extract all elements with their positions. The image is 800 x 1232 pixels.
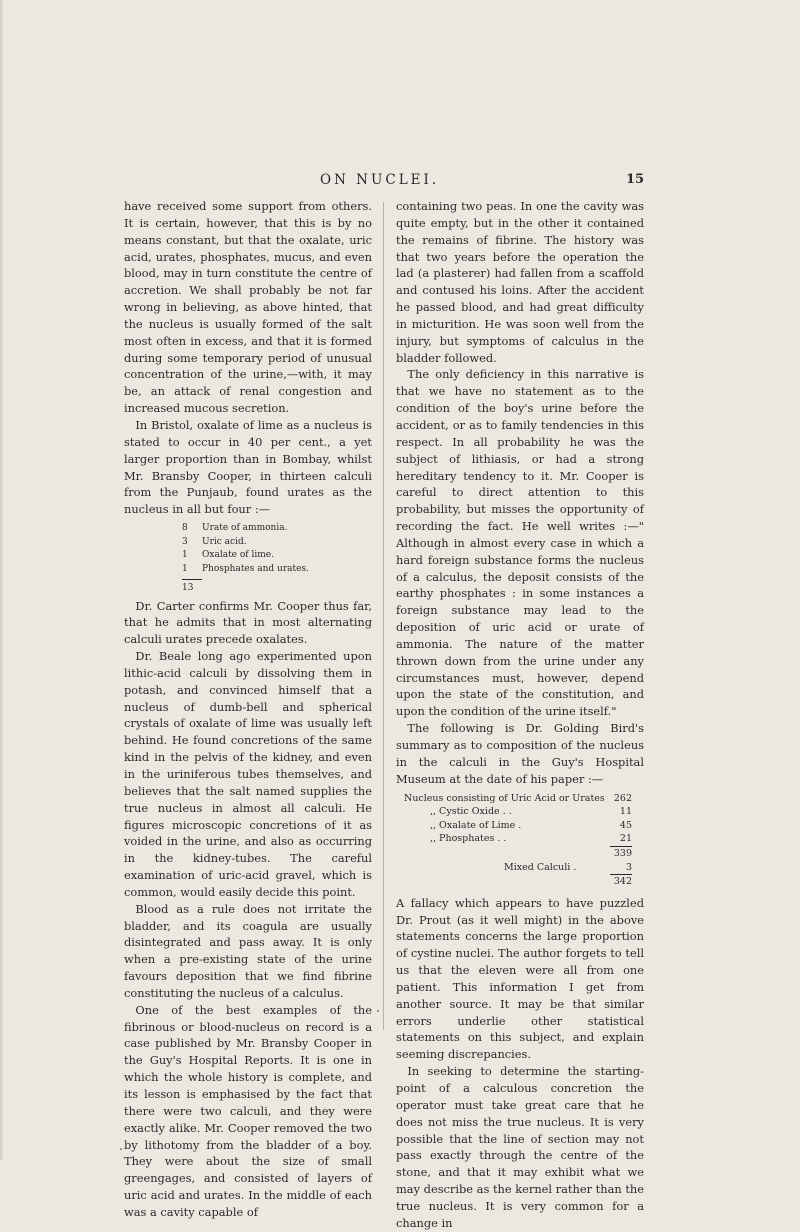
table-subtotal: 339 bbox=[404, 846, 632, 861]
paragraph: The only deficiency in this narrative is that we have no statement as to the condition of the boy's urine before the accident, or as to family tendencies in this respect. In all probability he was the subject of lithiasis, or had a strong hereditary tendency to it. Mr. Cooper is careful to direct attention to this probability, but misses the opportunity of recording the fact. He well writes :—" Although in almost every case in which a hard foreign substance forms the nucleus of a calculus, the deposit consists of the earthy phosphates : in some instances a foreign substance may lead to the deposition of uric acid or urate of ammonia. The nature of the matter thrown down from the urine under any circumstances must, however, depend upon the state of the constitution, and upon the condition of the urine itself." bbox=[396, 367, 644, 719]
table-row: Mixed Calculi . 3 bbox=[504, 861, 632, 873]
table-row: ,, Cystic Oxide . . 11 bbox=[430, 806, 632, 818]
paragraph: A fallacy which appears to have puzzled Dr. Prout (as it well might) in the above statements concerns the large proportion of cystine nuclei. The author forgets to tell us that the eleven were all from one patient. This information I get from another source. It may be that similar errors underlie other statistical statements on this subject, and explain seeming discrepancies. bbox=[396, 895, 644, 1062]
tally-row: 1 Oxalate of lime. bbox=[182, 550, 274, 561]
paragraph: One of the best examples of the fibrinous or blood-nucleus on record is a case published by Mr. Bransby Cooper in the Guy's Hospital Reports. It is one in which the whole history is complete, and its lesson is emphasised by the fact that there were two calculi, and they were exactly alike. Mr. Cooper removed the two by lithotomy from the bladder of a boy. They were about the size of small greengages, and consisted of layers of uric acid and urates. In the middle of each was a cavity capable of bbox=[124, 1002, 372, 1219]
paragraph: Dr. Beale long ago experimented upon lithic-acid calculi by dissolving them in potash, and convinced himself that a nucleus of dumb-bell and spherical crystals of oxalate of lime was usually left behind. He found concretions of the same kind in the pelvis of the kidney, and even in the uriniferous tubes themselves, and believes that the salt named supplies the true nucleus in almost all calculi. He figures microscopic concretions of it as voided in the urine, and also as occurring in the kidney-tubes. The careful examination of uric-acid gravel, which is common, would easily decide this point. bbox=[124, 649, 372, 899]
running-title: ON NUCLEI. bbox=[320, 172, 440, 188]
paragraph: In seeking to determine the starting-point of a calculous concretion the operator must take great care that he does not miss the true nucleus. It is very possible that the line of section may not pass exactly through the centre of the stone, and that it may exhibit what we may describe as the kernel rather than the true nucleus. It is very common for a change in bbox=[396, 1064, 644, 1230]
paragraph: containing two peas. In one the cavity was quite empty, but in the other it contained the remains of fibrine. The history was that two years before the operation the lad (a plasterer) had fallen from a scaffold and contused his loins. After the accident he passed blood, and had great difficulty in micturition. He was soon well from the injury, but symptoms of calculus in the bladder followed. bbox=[396, 199, 644, 365]
calculi-tally bbox=[182, 522, 372, 596]
paragraph: The following is Dr. Golding Bird's summary as to composition of the nucleus in the calculi in the Guy's Hospital Museum at the date of his paper :— bbox=[396, 721, 644, 786]
paragraph: In Bristol, oxalate of lime as a nucleus is stated to occur in 40 per cent., a yet larger proportion than in Bombay, whilst Mr. Bransby Cooper, in thirteen calculi from the Punjaub, found urates as the nucleus in all but four :— bbox=[124, 417, 372, 517]
table-row: ,, Phosphates . . 21 bbox=[430, 833, 632, 845]
right-column bbox=[396, 198, 644, 1232]
page-number: 15 bbox=[626, 172, 645, 187]
nucleus-composition-table bbox=[404, 792, 644, 889]
table-row: Nucleus consisting of Uric Acid or Urates 262 bbox=[404, 792, 632, 804]
tally-row: 3 Uric acid. bbox=[182, 536, 247, 547]
paragraph: Dr. Carter confirms Mr. Cooper thus far, that he admits that in most alternating calculi urates precede oxalates. bbox=[124, 598, 372, 647]
tally-row: 8 Urate of ammonia. bbox=[182, 523, 288, 534]
paper-speck bbox=[120, 1148, 122, 1150]
page-edge bbox=[0, 0, 4, 1160]
tally-row: 1 Phosphates and urates. bbox=[182, 563, 309, 574]
table-total: 342 bbox=[404, 874, 632, 889]
table-row: ,, Oxalate of Lime . 45 bbox=[430, 819, 632, 831]
column-divider bbox=[383, 202, 384, 1030]
tally-total: 13 bbox=[182, 579, 202, 596]
paragraph: have received some support from others. It is certain, however, that this is by no means constant, but that the oxalate, uric acid, urates, phosphates, mucus, and even blood, may in turn constitute the centre of accretion. We shall probably be not far wrong in believing, as above hinted, that the nucleus is usually formed of the salt most often in excess, and that it is formed during some temporary period of unusual concentration of the urine,—with, it may be, an attack of renal congestion and increased mucous secretion. bbox=[124, 199, 372, 416]
left-column bbox=[124, 198, 372, 1221]
paper-speck bbox=[377, 1010, 379, 1012]
paragraph: Blood as a rule does not irritate the bladder, and its coagula are usually disintegrated and pass away. It is only when a pre-existing state of the urine favours deposition that we find fibrine constituting the nucleus of a calculus. bbox=[124, 901, 372, 1000]
